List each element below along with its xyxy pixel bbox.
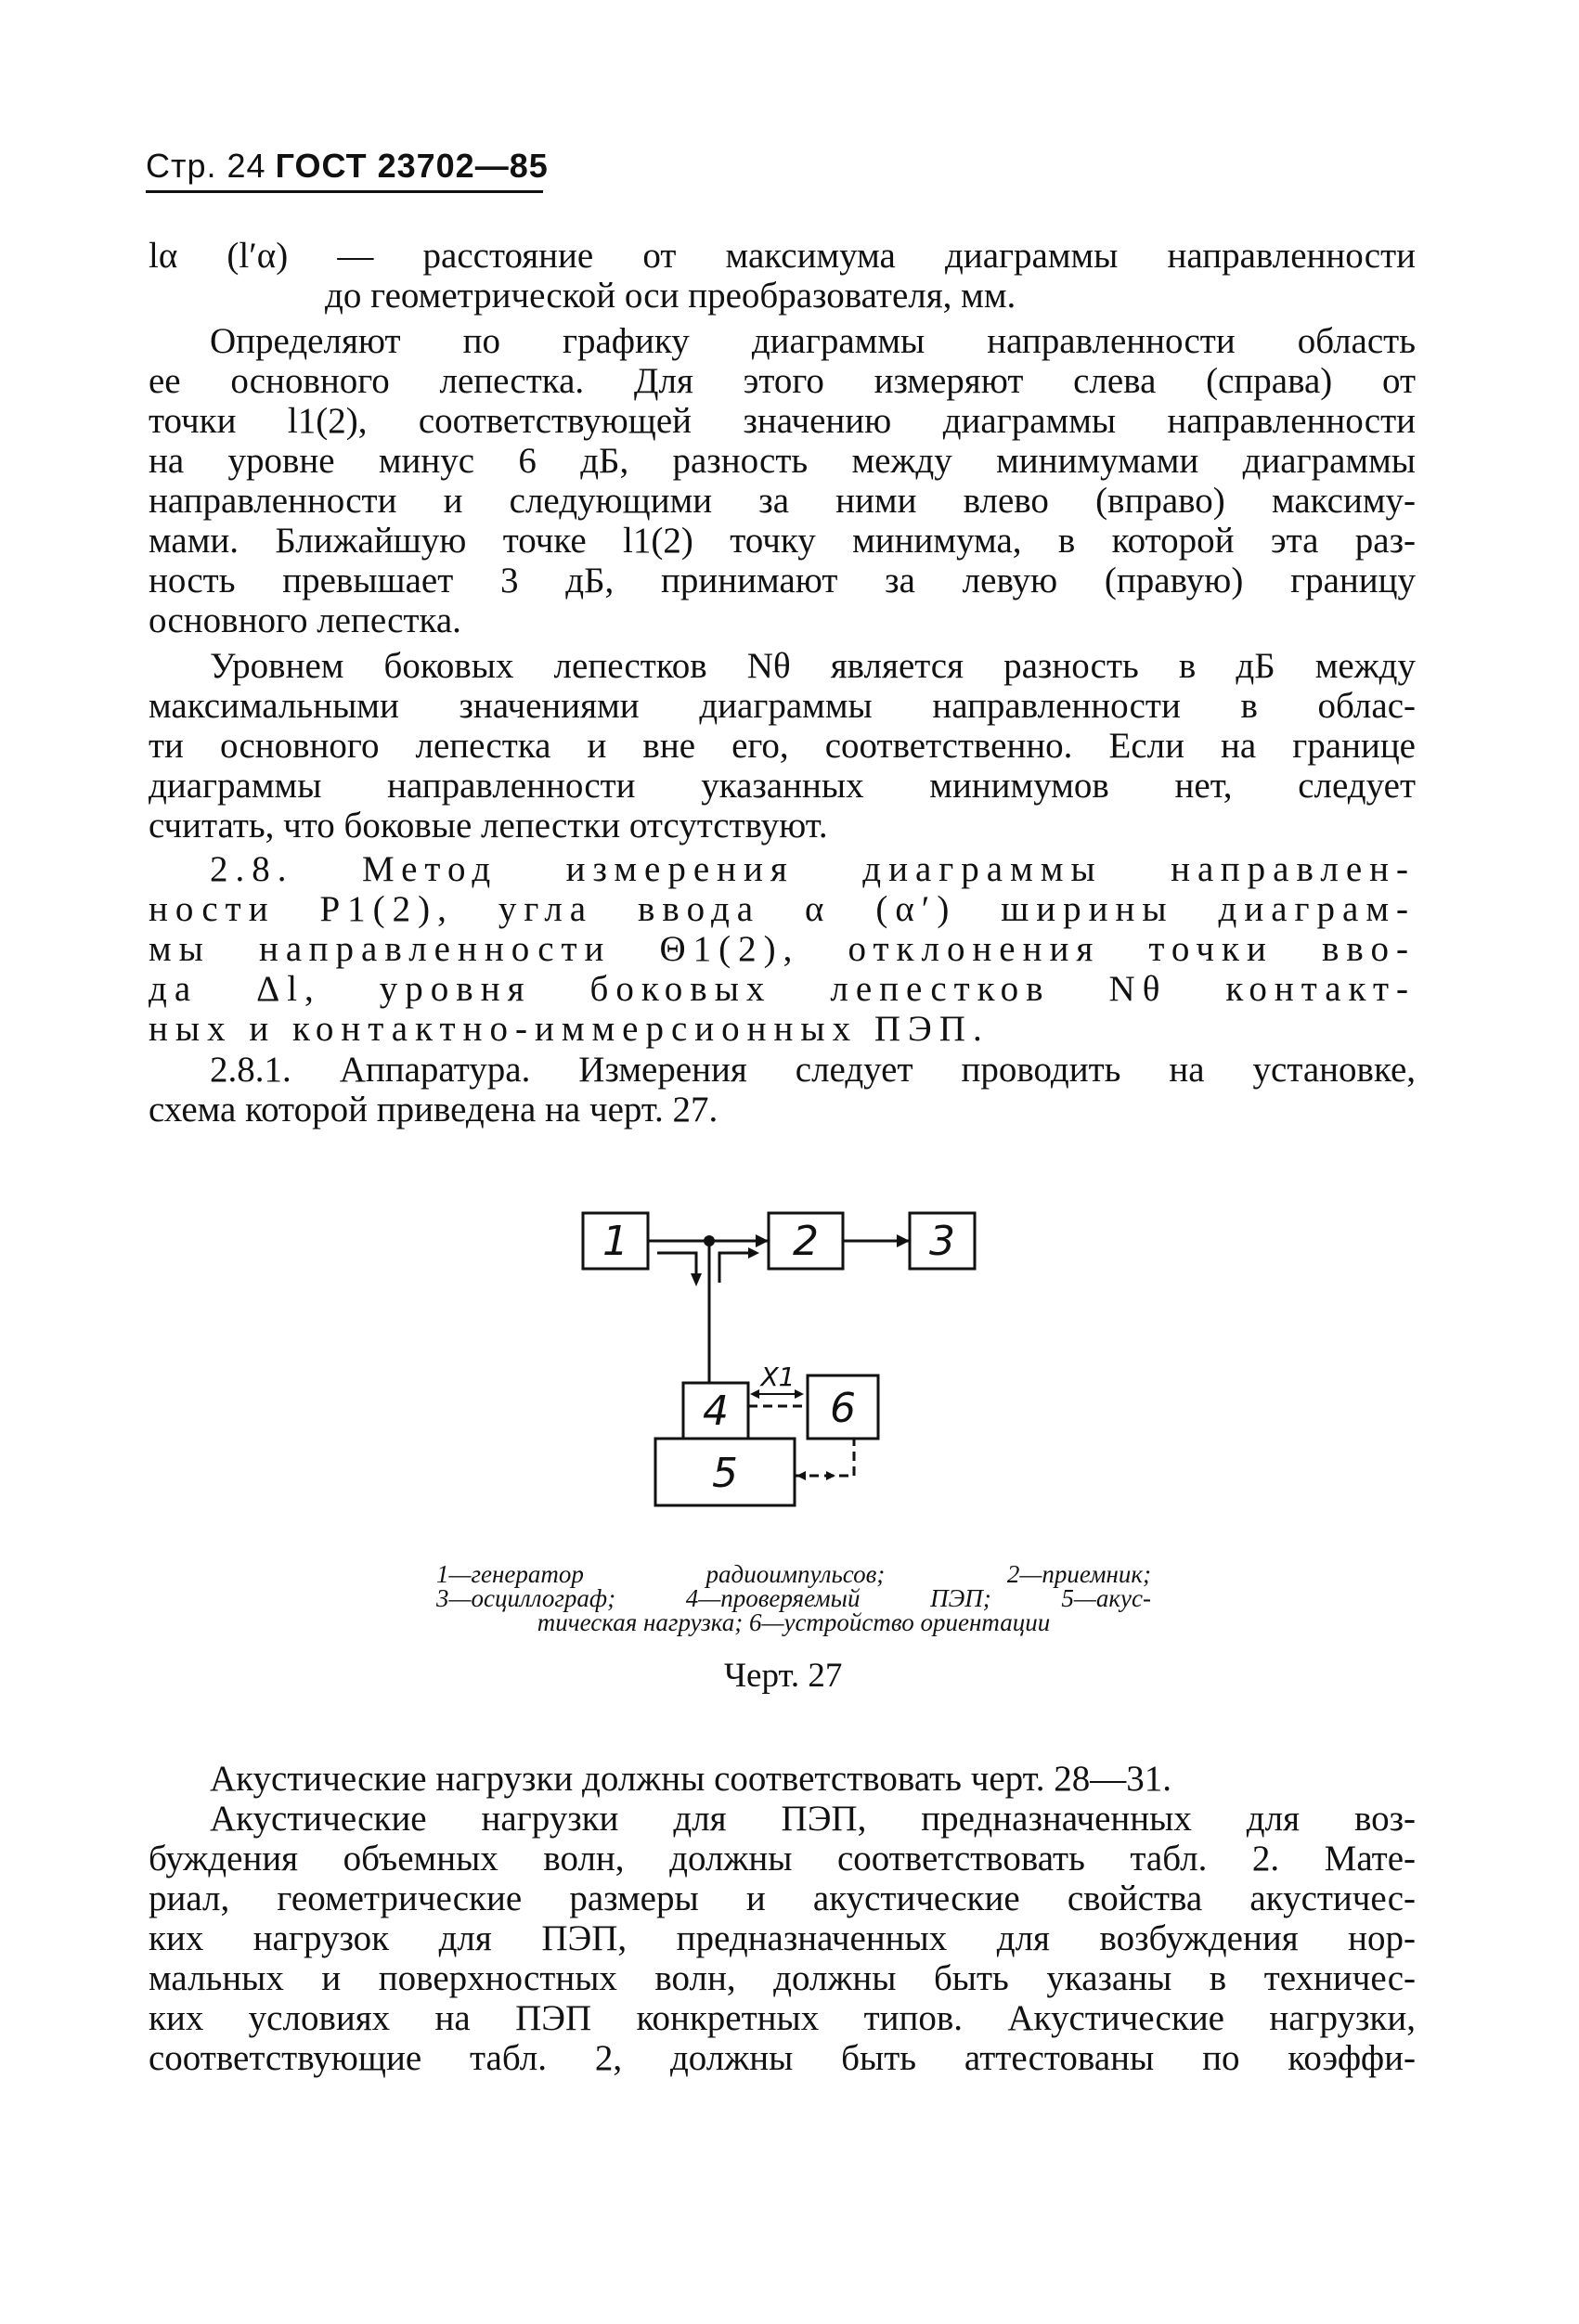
x1-label: X1 — [760, 1362, 796, 1392]
section-2-8-1 — [149, 1050, 1416, 1130]
block-1-label: 1 — [602, 1218, 628, 1265]
standard-number: ГОСТ 23702—85 — [275, 147, 549, 185]
header-rule — [146, 190, 543, 193]
arrowhead — [826, 1471, 835, 1480]
text-line: схема которой приведена на черт. 27. — [149, 1090, 718, 1130]
block-3-label: 3 — [929, 1218, 955, 1265]
paragraph-side-lobes — [149, 646, 1416, 846]
arrowhead — [748, 1247, 759, 1259]
caption-line: 1—генератор радиоимпульсов; 2—приемник; — [436, 1560, 1151, 1588]
block-2-label: 2 — [793, 1218, 819, 1265]
text-line: 2.8.1. Аппаратура. Измерения следует проводить на установке, — [210, 1050, 1416, 1090]
caption-line: 3—осциллограф; 4—проверяемый ПЭП; 5—акус- — [436, 1584, 1151, 1612]
text-line: lα (l′α) — расстояние от максимума диаграммы направленности — [149, 236, 1416, 276]
text-line: ких условиях на ПЭП конкретных типов. Акустические нагрузки, — [149, 1998, 1416, 2038]
text-line: до геометрической оси преобразователя, мм. — [325, 276, 1016, 316]
text-line: Определяют по графику диаграммы направленности область — [210, 321, 1416, 361]
text-line: мальных и поверхностных волн, должны быть указаны в техничес- — [149, 1958, 1416, 1998]
text-line: ность превышает 3 дБ, принимают за левую (правую) границу — [149, 561, 1416, 600]
signal-arrow-path — [657, 1253, 696, 1283]
text-line: ее основного лепестка. Для этого измеряют слева (справа) от — [149, 361, 1416, 401]
text-line: ных и контактно-иммерсионных ПЭП. — [149, 1009, 990, 1049]
paragraph-acoustic-loads — [149, 1759, 1416, 2078]
paragraph-main-lobe — [149, 321, 1416, 640]
figure-caption — [436, 1562, 1151, 1634]
text-line: основного лепестка. — [149, 600, 461, 640]
page-number: Стр. 24 — [146, 147, 266, 185]
text-line: соответствующие табл. 2, должны быть аттестованы по коэффи- — [149, 2038, 1416, 2078]
dashed-link — [795, 1439, 854, 1476]
text-line: Акустические нагрузки для ПЭП, предназначенных для воз- — [210, 1799, 1416, 1839]
block-5-label: 5 — [712, 1450, 738, 1497]
text-line: мами. Ближайшую точке l1(2) точку минимума, в которой эта раз- — [149, 521, 1416, 561]
text-line: диаграммы направленности указанных минимумов нет, следует — [149, 766, 1416, 806]
arrowhead — [756, 1234, 769, 1247]
section-2-8-title — [149, 849, 1416, 1049]
text-line: Уровнем боковых лепестков Nθ является разность в дБ между — [210, 646, 1416, 686]
text-line: точки l1(2), соответствующей значению диаграммы направленности — [149, 401, 1416, 441]
page-header — [146, 147, 549, 186]
text-line: да Δl, уровня боковых лепестков Nθ контакт- — [149, 969, 1416, 1009]
text-line: направленности и следующими за ними влево (вправо) максиму- — [149, 481, 1416, 521]
arrowhead — [691, 1273, 702, 1286]
text-line: ности P1(2), угла ввода α (α′) ширины диаграм- — [149, 889, 1416, 929]
arrowhead — [750, 1389, 759, 1399]
arrowhead — [897, 1234, 910, 1247]
block-diagram — [557, 1197, 1021, 1541]
text-line: буждения объемных волн, должны соответствовать табл. 2. Мате- — [149, 1839, 1416, 1879]
caption-line: тическая нагрузка; 6—устройство ориентации — [537, 1608, 1051, 1636]
junction-dot — [704, 1235, 715, 1246]
block-4-label: 4 — [703, 1388, 729, 1435]
text-line: риал, геометрические размеры и акустические свойства акустичес- — [149, 1879, 1416, 1918]
text-line: ти основного лепестка и вне его, соответственно. Если на границе — [149, 726, 1416, 766]
text-line: Акустические нагрузки должны соответствовать черт. 28—31. — [210, 1759, 1171, 1799]
text-line: 2.8. Метод измерения диаграммы направлен- — [210, 849, 1416, 889]
text-line: на уровне минус 6 дБ, разность между минимумами диаграммы — [149, 441, 1416, 481]
block-6-label: 6 — [830, 1385, 856, 1432]
figure-label: Черт. 27 — [724, 1657, 843, 1695]
text-line: ких нагрузок для ПЭП, предназначенных для возбуждения нор- — [149, 1918, 1416, 1958]
text-line: максимальными значениями диаграммы направленности в облас- — [149, 686, 1416, 726]
definition-paragraph — [149, 236, 1416, 316]
arrowhead — [796, 1471, 806, 1480]
arrowhead — [795, 1389, 804, 1399]
text-line: мы направленности Θ1(2), отклонения точки вво- — [149, 929, 1416, 969]
text-line: считать, что боковые лепестки отсутствуют. — [149, 806, 828, 846]
